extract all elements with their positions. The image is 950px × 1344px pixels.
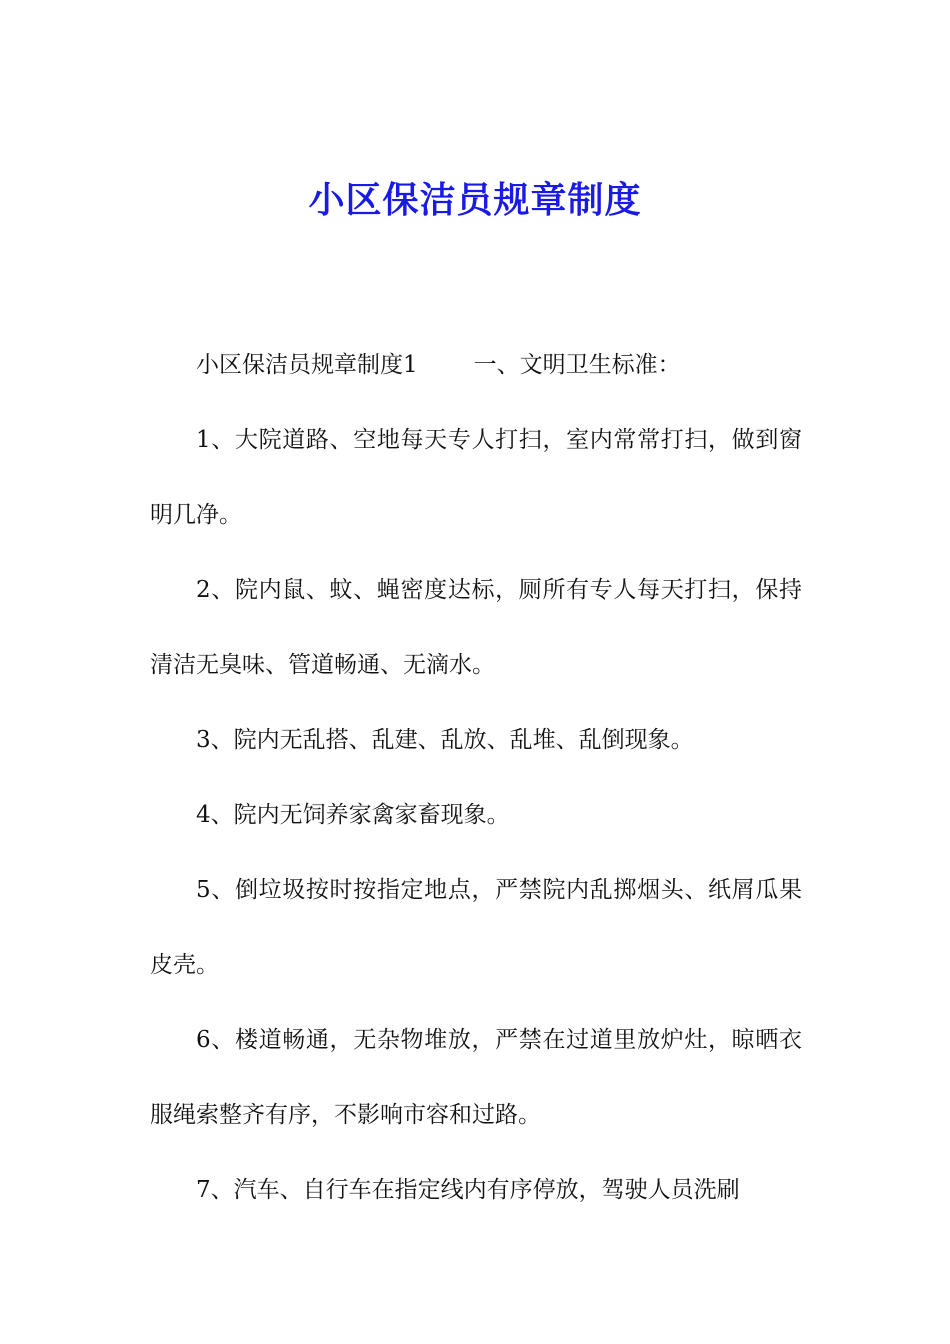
- section-heading: 一、文明卫生标准：: [473, 352, 681, 378]
- rule-paragraph-3: 3、院内无乱搭、乱建、乱放、乱堆、乱倒现象。: [196, 727, 694, 753]
- intro-paragraph: [150, 328, 802, 403]
- rule-paragraph-2: 2、院内鼠、蚊、蝇密度达标，厕所有专人每天打扫，保持清洁无臭味、管道畅通、无滴水。: [150, 577, 802, 678]
- rule-paragraph-6: 6、楼道畅通，无杂物堆放，严禁在过道里放炉灶，晾晒衣服绳索整齐有序，不影响市容和过路。: [150, 1027, 802, 1128]
- rule-paragraph-7: 7、汽车、自行车在指定线内有序停放，驾驶人员洗刷: [196, 1177, 740, 1203]
- document-body: [150, 328, 802, 1228]
- rule-paragraph-4: 4、院内无饲养家禽家畜现象。: [196, 802, 510, 828]
- rule-paragraph-5: 5、倒垃圾按时按指定地点，严禁院内乱掷烟头、纸屑瓜果皮壳。: [150, 877, 802, 978]
- rule-paragraph-1: 1、大院道路、空地每天专人打扫，室内常常打扫，做到窗明几净。: [150, 427, 802, 528]
- page-title: 小区保洁员规章制度: [308, 179, 642, 221]
- intro-label: 小区保洁员规章制度1: [196, 352, 418, 378]
